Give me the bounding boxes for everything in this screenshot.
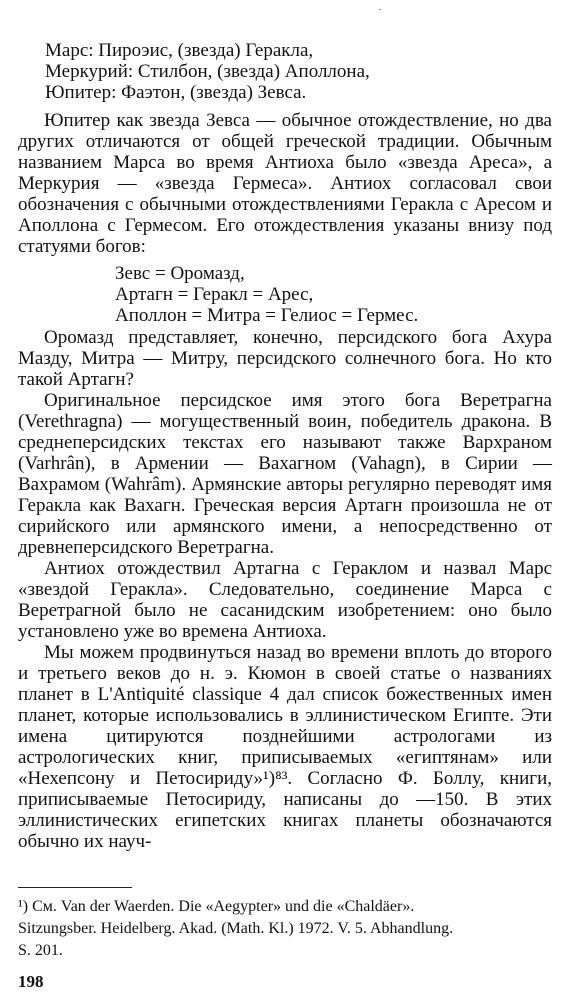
equation-line: Артагн = Геракл = Арес, (115, 284, 314, 305)
footnote-line: ¹) См. Van der Waerden. Die «Aegypter» und die «Chaldäer». (18, 898, 415, 915)
deity-equations (115, 263, 418, 326)
equation-line: Аполлон = Митра = Гелиос = Гермес. (115, 305, 419, 326)
equation-line: Зевс = Оромазд, (115, 263, 245, 284)
planet-list (45, 40, 370, 103)
planet-list-item: Меркурий: Стилбон, (звезда) Аполлона, (45, 61, 370, 82)
paragraph: Мы можем продвинуться назад во времени вплоть до второго и третьего веков до н. э. Кюмон в своей статье о названиях планет в L'Antiquité classique 4 дал список божественных имен планет, которые использовались в эллинистическом Египте. Эти имена цитируются позднейшими астрологами из астрологических книг, приписываемых «египтянам» или «Нехепсону и Петосириду»¹)⁸³. Согласно Ф. Боллу, книги, приписываемые Петосириду, написаны до —150. В этих эллинистических египетских книгах планеты обозначаются обычно их науч- (18, 642, 552, 852)
planet-list-item: Юпитер: Фаэтон, (звезда) Зевса. (45, 82, 307, 103)
paragraph: Юпитер как звезда Зевса — обычное отождествление, но два других отличаются от общей греческой традиции. Обычным названием Марса во время Антиоха было «звезда Ареса», а Меркурия — «звезда Гермеса». Антиох согласовал свои обозначения с обычными отождествлениями Геракла с Аресом и Аполлона с Гермесом. Его отождествления указаны внизу под статуями богов: (18, 110, 552, 257)
text-block-before-equations (18, 110, 552, 257)
footnote-rule (18, 887, 132, 888)
footnote (18, 896, 552, 962)
footnote-line: Sitzungsber. Heidelberg. Akad. (Math. Kl.) 1972. V. 5. Abhandlung. (18, 920, 454, 937)
paragraph: Антиох отождествил Артагна с Гераклом и назвал Марс «звездой Геракла». Следовательно, соединение Марса с Веретрагной было не сасанидским изобретением: оно было установлено уже во времена Антиоха. (18, 558, 552, 642)
paragraph: Оригинальное персидское имя этого бога Веретрагна (Verethragna) — могущественный воин, победитель дракона. В среднеперсидских текстах его называют также Вархраном (Varhrân), в Армении — Вахагном (Vahagn), в Сирии — Вахрамом (Wahrâm). Армянские авторы регулярно переводят имя Геракла как Вахагн. Греческая версия Артагн произошла не от сирийского или армянского имени, а непосредственно от древнеперсидского Веретрагна. (18, 390, 552, 558)
planet-list-item: Марс: Пироэис, (звезда) Геракла, (45, 40, 314, 61)
paragraph: Оромазд представляет, конечно, персидского бога Ахура Мазду, Митра — Митру, персидского солнечного бога. Но кто такой Артагн? (18, 327, 552, 390)
text-block-after-equations (18, 327, 552, 852)
page-number: 198 (18, 972, 44, 991)
top-mark: · (378, 2, 382, 16)
footnote-line: S. 201. (18, 942, 63, 959)
